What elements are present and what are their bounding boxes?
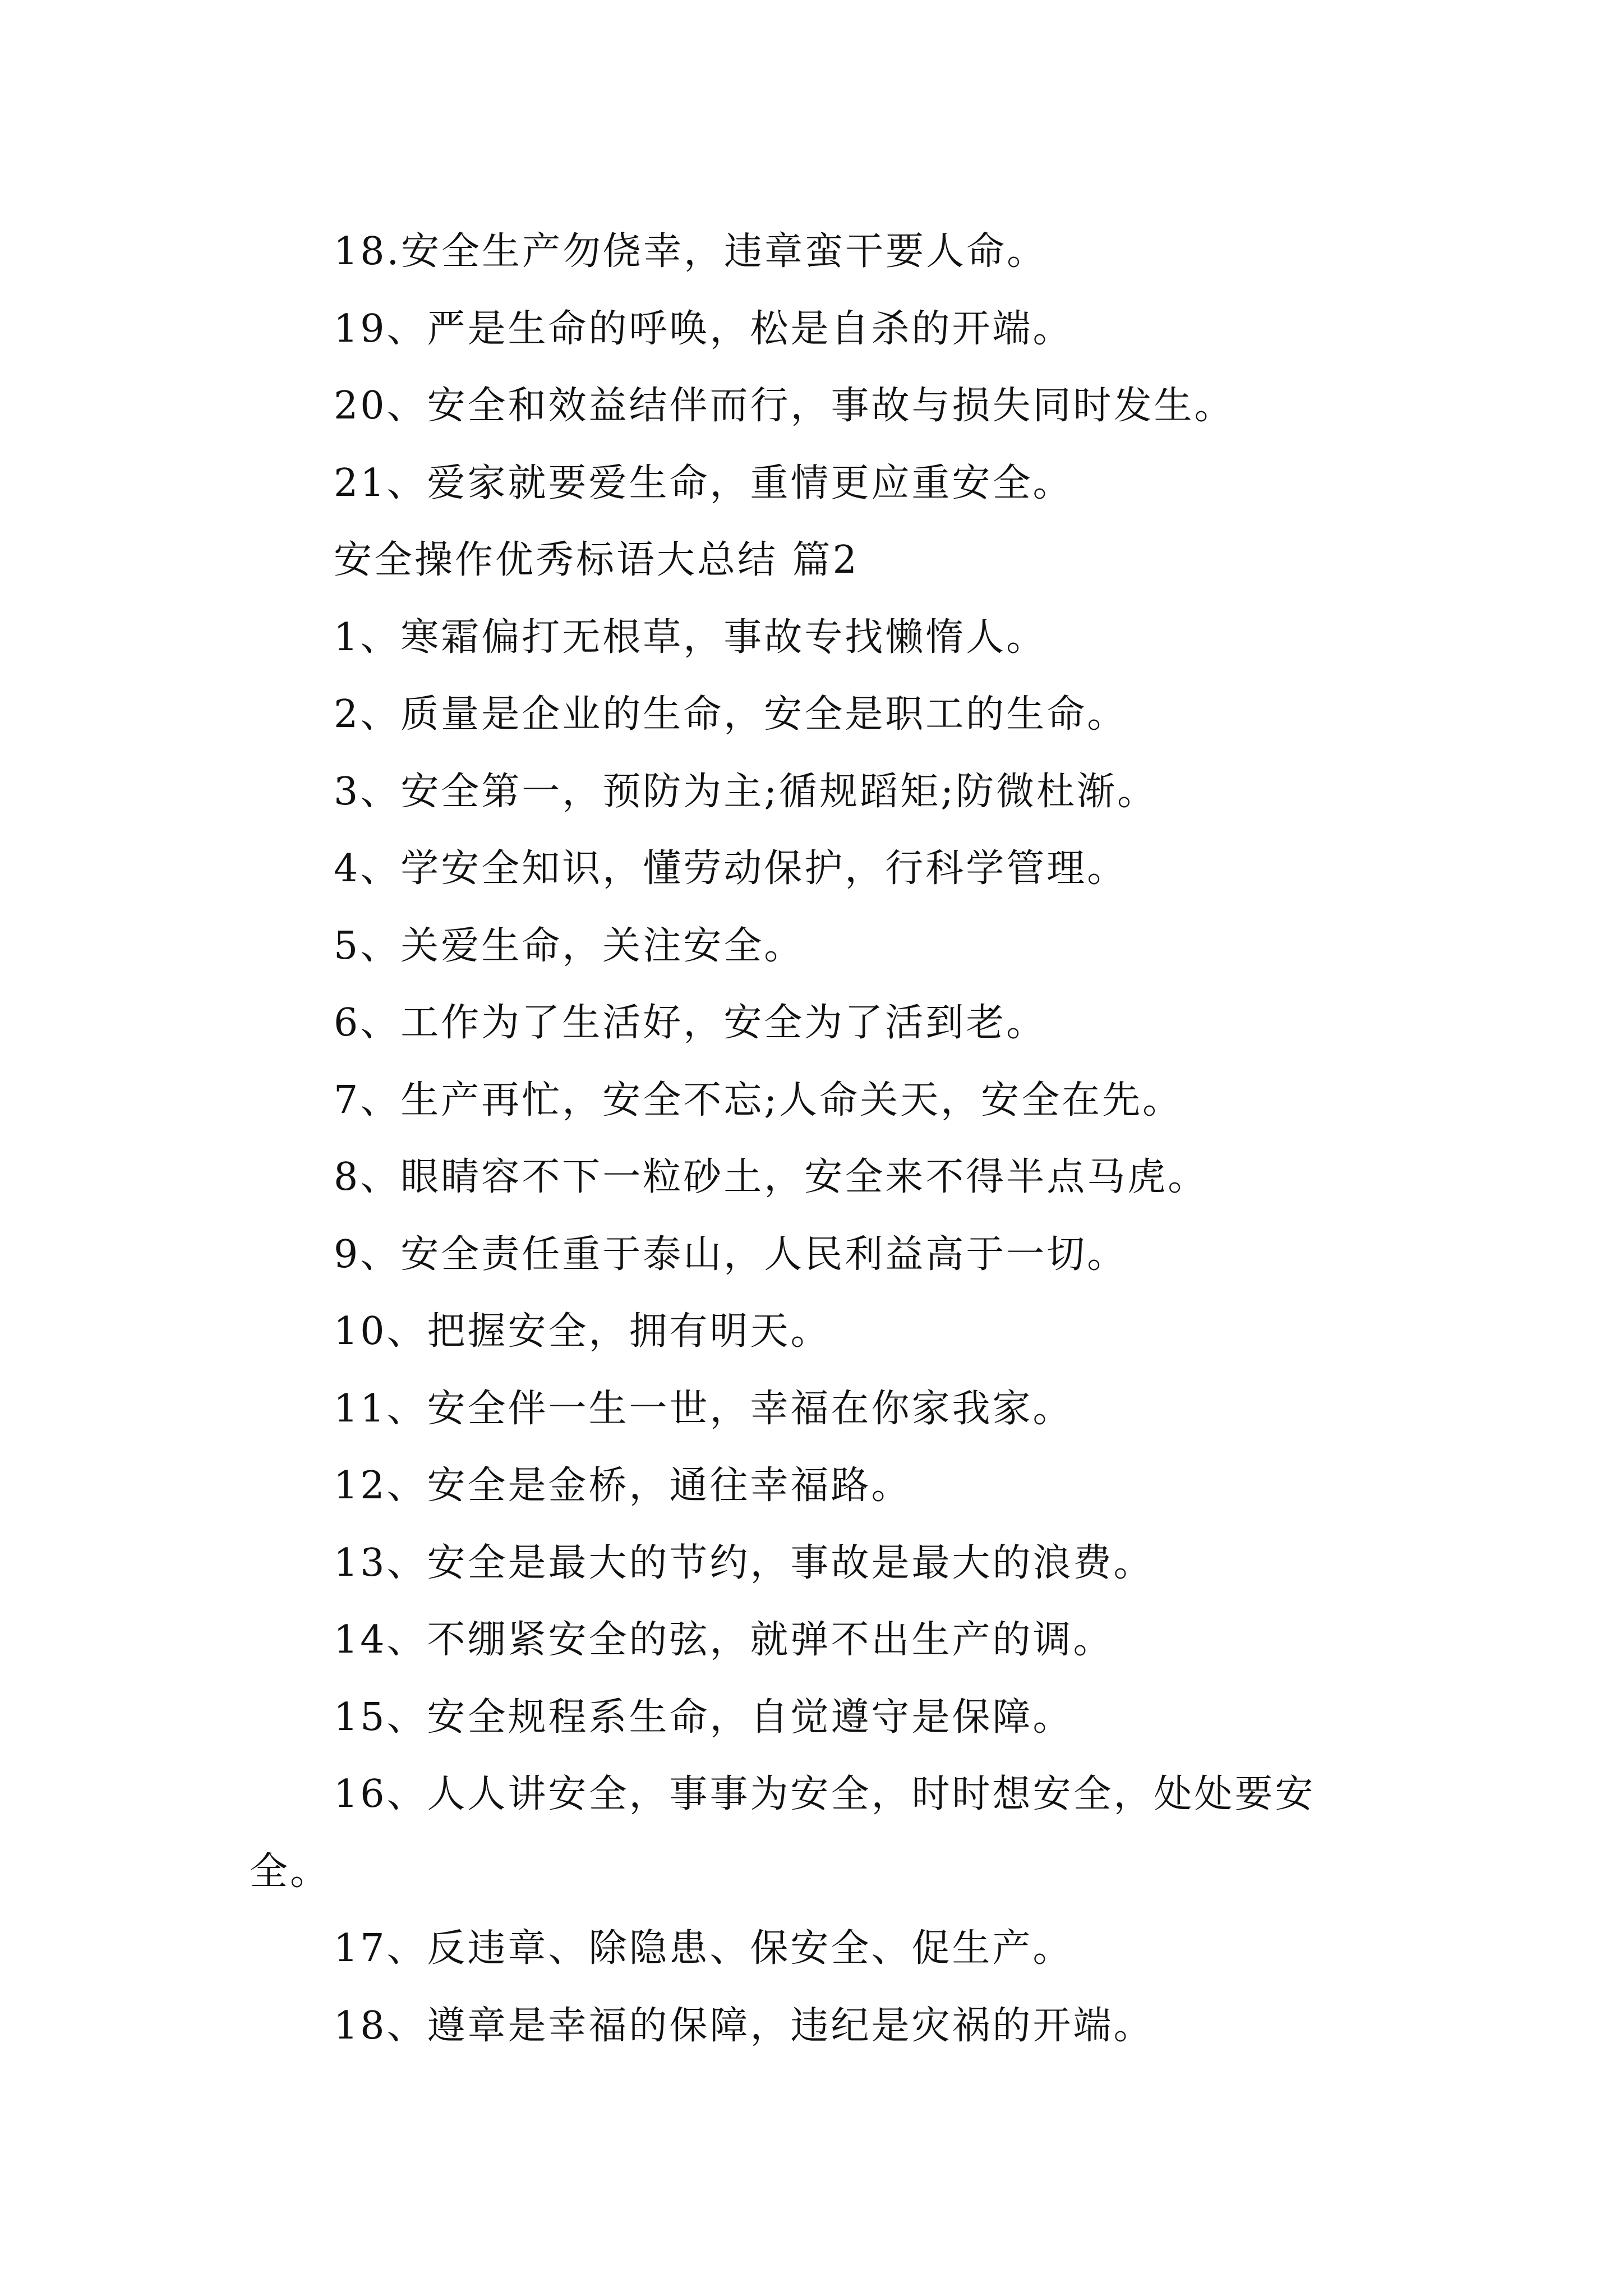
section-heading: 安全操作优秀标语大总结 篇2 xyxy=(334,538,859,582)
slogan-line: 1、寒霜偏打无根草，事故专找懒惰人。 xyxy=(334,615,1047,660)
slogan-line: 19、严是生命的呼唤，松是自杀的开端。 xyxy=(334,306,1073,351)
slogan-line-wrapped: 16、人人讲安全，事事为安全，时时想安全，处处要安 xyxy=(334,1772,1316,1816)
slogan-line: 3、安全第一，预防为主;循规蹈矩;防微杜渐。 xyxy=(334,769,1158,814)
slogan-line: 10、把握安全，拥有明天。 xyxy=(334,1309,831,1354)
slogan-line: 18、遵章是幸福的保障，违纪是灾祸的开端。 xyxy=(334,2003,1154,2048)
slogan-line: 9、安全责任重于泰山，人民利益高于一切。 xyxy=(334,1232,1128,1277)
slogan-line: 8、眼睛容不下一粒砂土，安全来不得半点马虎。 xyxy=(334,1155,1209,1199)
slogan-line: 7、生产再忙，安全不忘;人命关天，安全在先。 xyxy=(334,1078,1183,1122)
document-body xyxy=(250,213,1399,2064)
slogan-line: 2、质量是企业的生命，安全是职工的生命。 xyxy=(334,692,1128,737)
slogan-line: 21、爱家就要爱生命，重情更应重安全。 xyxy=(334,461,1073,505)
slogan-line: 11、安全伴一生一世，幸福在你家我家。 xyxy=(334,1386,1073,1431)
slogan-line-continuation: 全。 xyxy=(250,1849,331,1894)
slogan-line: 13、安全是最大的节约，事故是最大的浪费。 xyxy=(334,1540,1154,1585)
slogan-line: 4、学安全知识，懂劳动保护，行科学管理。 xyxy=(334,846,1128,891)
slogan-line: 18.安全生产勿侥幸，违章蛮干要人命。 xyxy=(334,229,1048,274)
slogan-line: 6、工作为了生活好，安全为了活到老。 xyxy=(334,1001,1047,1045)
slogan-line: 5、关爱生命，关注安全。 xyxy=(334,923,805,968)
slogan-line: 12、安全是金桥，通往幸福路。 xyxy=(334,1464,912,1508)
slogan-line: 17、反违章、除隐患、保安全、促生产。 xyxy=(334,1926,1073,1971)
slogan-line: 20、安全和效益结伴而行，事故与损失同时发生。 xyxy=(334,384,1235,428)
slogan-line: 15、安全规程系生命，自觉遵守是保障。 xyxy=(334,1695,1073,1740)
slogan-line: 14、不绷紧安全的弦，就弹不出生产的调。 xyxy=(334,1618,1114,1662)
